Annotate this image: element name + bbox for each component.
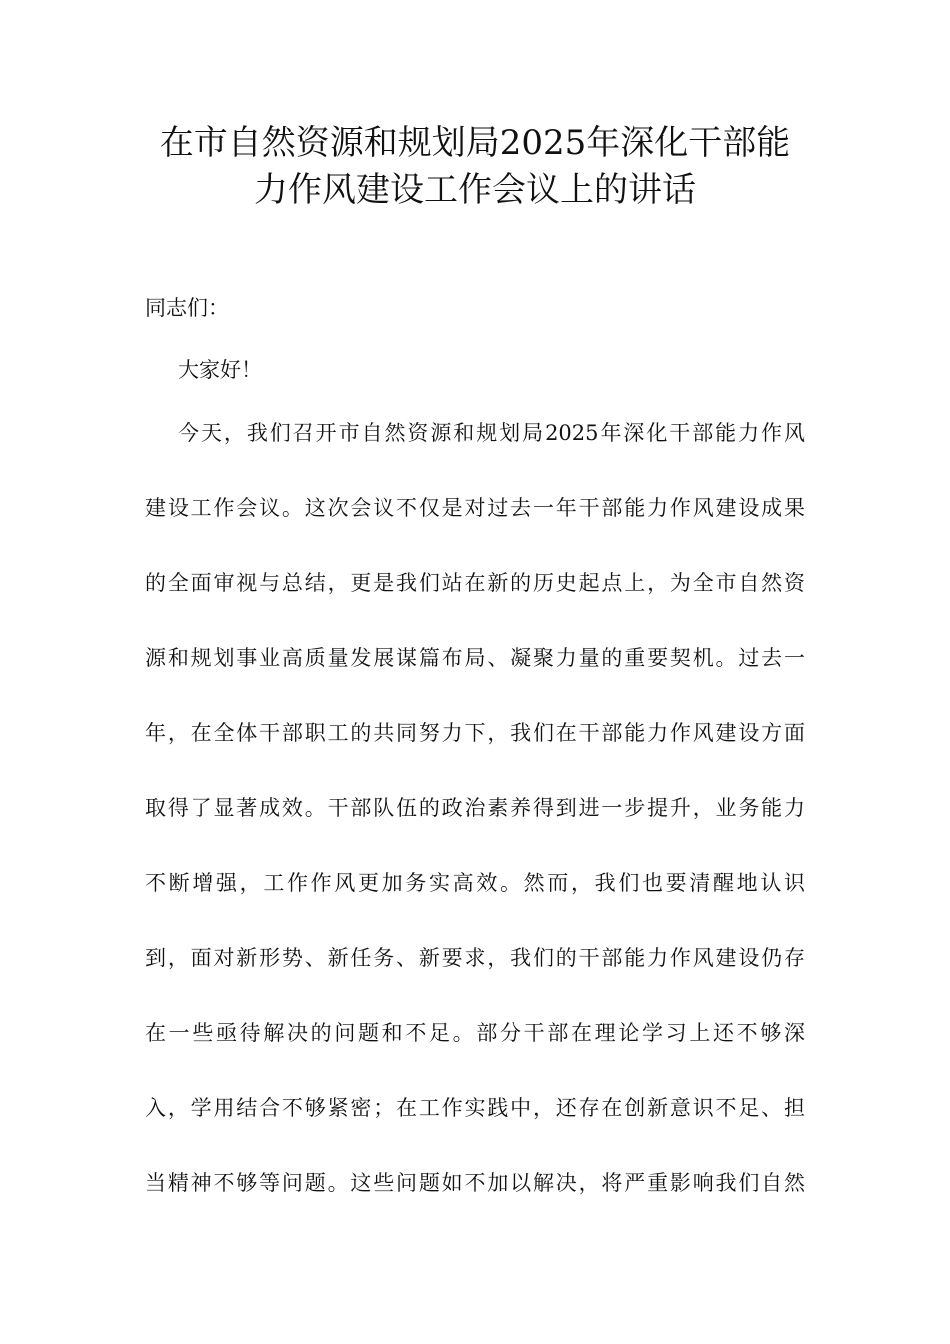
body-line: 到，面对新形势、新任务、新要求，我们的干部能力作风建设仍存 <box>145 946 805 970</box>
body-line: 在一些亟待解决的问题和不足。部分干部在理论学习上还不够深 <box>145 1021 805 1045</box>
body-line: 源和规划事业高质量发展谋篇布局、凝聚力量的重要契机。过去一 <box>145 646 805 670</box>
body-line: 建设工作会议。这次会议不仅是对过去一年干部能力作风建设成果 <box>145 496 805 520</box>
body-line: 入，学用结合不够紧密；在工作实践中，还存在创新意识不足、担 <box>145 1096 805 1120</box>
body-line: 年，在全体干部职工的共同努力下，我们在干部能力作风建设方面 <box>145 721 805 745</box>
body-line: 当精神不够等问题。这些问题如不加以解决，将严重影响我们自然 <box>145 1171 805 1195</box>
body-line: 取得了显著成效。干部队伍的政治素养得到进一步提升，业务能力 <box>145 796 805 820</box>
document-title-line-2: 力作风建设工作会议上的讲话 <box>254 170 696 210</box>
body-line: 的全面审视与总结，更是我们站在新的历史起点上，为全市自然资 <box>145 571 805 595</box>
greeting: 大家好！ <box>178 358 262 382</box>
body-line: 不断增强，工作作风更加务实高效。然而，我们也要清醒地认识 <box>145 871 805 895</box>
salutation: 同志们： <box>145 296 229 320</box>
body-line: 今天，我们召开市自然资源和规划局2025年深化干部能力作风 <box>178 421 805 445</box>
document-title-line-1: 在市自然资源和规划局2025年深化干部能 <box>159 123 791 163</box>
